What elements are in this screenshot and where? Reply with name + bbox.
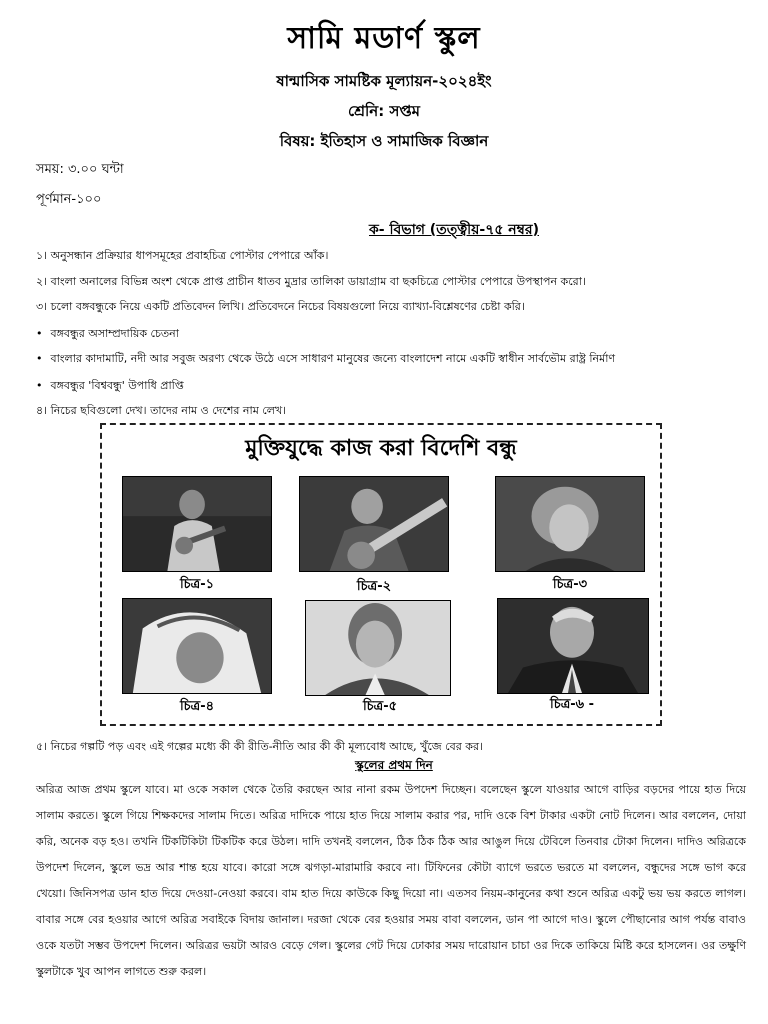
photo-6 [497, 598, 649, 694]
bullet-item: • বঙ্গবন্ধুর অসাম্প্রদায়িক চেতনা [36, 325, 748, 344]
story-text: অরিত্র আজ প্রথম স্কুলে যাবে। মা ওকে সকাল থেকে তৈরি করছেন আর নানা রকম উপদেশ দিচ্ছেন। বলেছেন স্কুলে যাওয়ার আগে বাড়ির বড়দের পায়ে হাত দিয়ে সালাম করতে। স্কুলে গিয়ে শিক্ষকদের সালাম দিতে। অরিত্র দাদিকে পায়ে হাত দিয়ে সালাম করার পর, দাদি ওকে বিশ টাকার একটা নোট দিলেন। আর বললেন, দোয়া করি, অনেক বড় হও। তখনি টিকটিকিটা টিকটিক করে উঠল। দাদি তখনই বললেন, ঠিক ঠিক ঠিক আর আঙুল দিয়ে টেবিলে তিনবার টোকা দিলেন। দাদিও অরিত্রকে উপদেশ দিলেন, স্কুলে ভদ্র আর শান্ত হয়ে যাবে। কারো সঙ্গে ঝগড়া-মারামারি করবে না। টিফিনের কৌটা ব্যাগে ভরতে ভরতে মা বললেন, বন্ধুদের সঙ্গে ভাগ করে খেয়ো। জিনিসপত্র ডান হাত দিয়ে দেওয়া-নেওয়া করবে। বাম হাত দিয়ে কাউকে কিছু দিয়ো না। এতসব নিয়ম-কানুনের কথা শুনে অরিত্র একটু ভয় ভয় করতে লাগল। বাবার সঙ্গে বের হওয়ার আগে অরিত্র সবাইকে বিদায় জানাল। দরজা থেকে বের হওয়ার সময় বাবা বললেন, ডান পা আগে দাও। স্কুলে পৌছানোর আগ পর্যন্ত বাবাও ওকে যতটা সম্ভব উপদেশ দিলেন। অরিত্রর ভয়টা আরও বেড়ে গেল। স্কুলের গেট দিয়ে ঢোকার সময় দারোয়ান চাচা ওর দিকে তাকিয়ে মিষ্টি করে হাসলেন। ওর তক্ষুণি স্কুলটাকে খুব আপন লাগতে শুরু করল। [36, 783, 746, 978]
caption-2: চিত্র-২ [356, 579, 392, 594]
caption-4: চিত্র-৪ [179, 699, 215, 714]
photo-1 [122, 476, 272, 572]
question-2: ২। বাংলা অনালের বিভিন্ন অংশ থেকে প্রাপ্ত প্রাচীন ধাতব মুদ্রার তালিকা ডায়াগ্রাম বা ছকচিত্রে পোস্টার পেপারে উপস্থাপন করো। [36, 275, 586, 288]
section-title: ক- বিভাগ (তত্ত্বীয়-৭৫ নম্বর) [368, 222, 539, 238]
bullet-item: • বঙ্গবন্ধুর 'বিশ্ববন্ধু' উপাধি প্রাপ্তি [36, 377, 748, 396]
school-name: সামি মডার্ণ স্কুল [287, 21, 481, 56]
question-1: ১। অনুসন্ধান প্রক্রিয়ার ধাপসমূহের প্রবাহচিত্র পোস্টার পেপারে আঁক। [36, 249, 329, 262]
subject-line: বিষয়: ইতিহাস ও সামাজিক বিজ্ঞান [279, 132, 489, 150]
picture-box [100, 423, 662, 726]
section-heading [0, 218, 768, 242]
question-3: ৩। চলো বঙ্গবন্ধুকে নিয়ে একটি প্রতিবেদন লিখি। প্রতিবেদনে নিচের বিষয়গুলো নিয়ে ব্যাখ্যা-বিশ্লেষণের চেষ্টা করি। [36, 300, 525, 313]
class-line: শ্রেনি: সপ্তম [347, 102, 421, 120]
caption-6: চিত্র-৬ - [549, 697, 595, 712]
photo-4 [122, 598, 272, 694]
photo-3 [495, 476, 645, 572]
full-marks-line: পূর্ণমান-১০০ [36, 192, 102, 207]
picture-box-title: মুক্তিযুদ্ধে কাজ করা বিদেশি বন্ধু [245, 435, 517, 461]
time-line: সময়: ৩.০০ ঘন্টা [36, 162, 124, 177]
exam-title: ষান্মাসিক সামষ্টিক মূল্যায়ন-২০২৪ইং [276, 72, 492, 90]
question-4: ৪। নিচের ছবিগুলো দেখ। তাদের নাম ও দেশের নাম লেখ। [36, 404, 287, 417]
story-heading [0, 757, 768, 777]
question-5: ৫। নিচের গল্পটি পড় এবং এই গল্পের মধ্যে কী কী রীতি-নীতি আর কী কী মূল্যবোধ আছে, খুঁজে বের কর। [36, 740, 483, 753]
bullet-item: • বাংলার কাদামাটি, নদী আর সবুজ অরণ্য থেকে উঠে এসে সাধারণ মানুষের জন্যে বাংলাদেশ নামে একটি স্বাধীন সার্বভৌম রাষ্ট্র নির্মাণ [36, 350, 748, 369]
caption-3: চিত্র-৩ [552, 577, 588, 592]
photo-2 [299, 476, 449, 572]
caption-1: চিত্র-১ [179, 577, 215, 592]
caption-5: চিত্র-৫ [362, 699, 398, 714]
story-title: স্কুলের প্রথম দিন [355, 758, 433, 772]
photo-5 [305, 600, 451, 696]
